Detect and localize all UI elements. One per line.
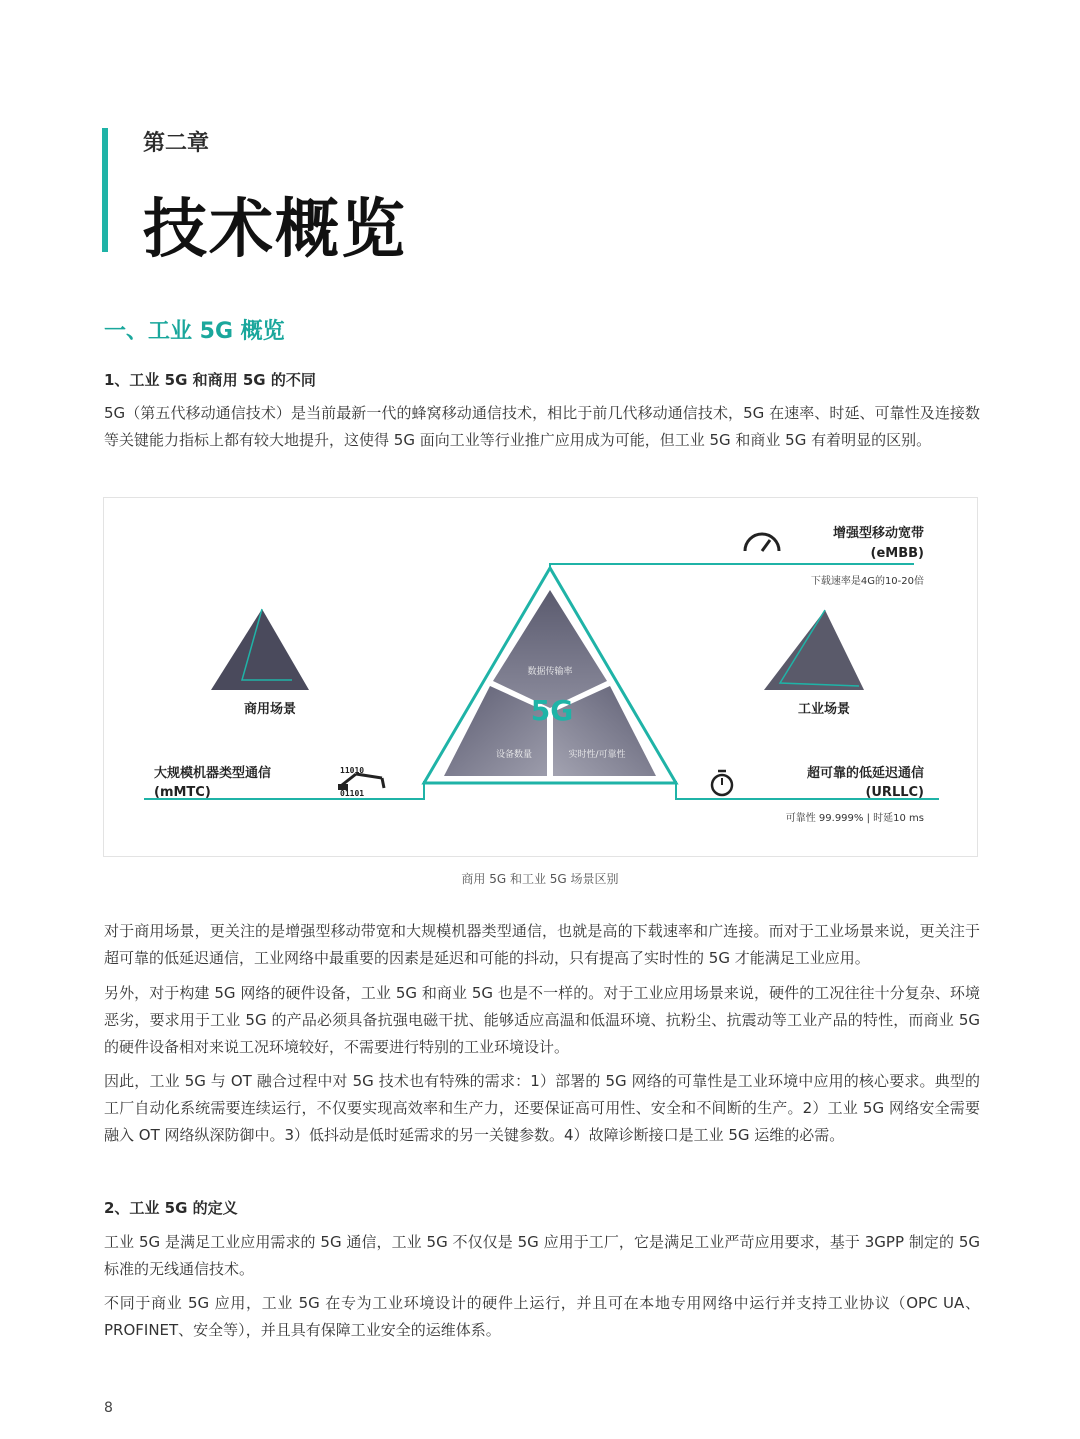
paragraph-scenarios: 对于商用场景，更关注的是增强型移动带宽和大规模机器类型通信，也就是高的下载速率和广连接。而对于工业场景来说，更关注于超可靠的低延迟通信，工业网络中最重要的因素是延迟和可能的抖动，只有提高了实时性的 5G 才能满足工业应用。 <box>104 922 980 967</box>
paragraph-hardware: 另外，对于构建 5G 网络的硬件设备，工业 5G 和商业 5G 也是不一样的。对于工业应用场景来说，硬件的工况往往十分复杂、环境恶劣，要求用于工业 5G 的产品必须具备抗强电磁干扰、能够适应高温和低温环境、抗粉尘、抗震动等工业产品的特性，而商业 5G 的硬件设备相对来说工况环境较好，不需要进行特别的工业环境设计。 <box>104 984 980 1056</box>
embb-title: 增强型移动宽带 <box>832 526 924 541</box>
urllc-abbr: (URLLC) <box>865 785 924 800</box>
industrial-triangle <box>764 610 864 690</box>
figure-caption: 商用 5G 和工业 5G 场景区别 <box>461 872 619 886</box>
center-5g-label: 5G <box>530 694 574 727</box>
chapter-label: 第二章 <box>143 131 210 156</box>
urllc-note: 可靠性 99.999% | 时延10 ms <box>785 813 924 824</box>
subsection-title-1: 1、工业 5G 和商用 5G 的不同 <box>104 371 316 389</box>
paragraph-definition: 工业 5G 是满足工业应用需求的 5G 通信，工业 5G 不仅仅是 5G 应用于工厂，它是满足工业严苛应用要求，基于 3GPP 制定的 5G 标准的无线通信技术。 <box>104 1233 980 1278</box>
robot-arm-icon <box>338 774 384 790</box>
speedometer-icon <box>745 534 779 551</box>
center-top-segment <box>493 590 607 708</box>
mmtc-title: 大规模机器类型通信 <box>154 766 272 781</box>
center-top-label: 数据传输率 <box>527 667 573 677</box>
mmtc-abbr: (mMTC) <box>154 785 211 800</box>
commercial-triangle <box>211 609 309 690</box>
stopwatch-icon <box>712 771 732 795</box>
binary-bottom: 01101 <box>340 789 365 798</box>
urllc-title: 超可靠的低延迟通信 <box>806 766 924 781</box>
embb-abbr: (eMBB) <box>870 546 924 561</box>
commercial-label: 商用场景 <box>243 702 297 717</box>
chapter-title: 技术概览 <box>143 193 407 267</box>
binary-top: 11010 <box>340 766 365 775</box>
embb-note: 下载速率是4G的10-20倍 <box>810 576 924 587</box>
chapter-accent-bar <box>102 128 108 252</box>
page-number: 8 <box>104 1400 113 1416</box>
scenario-diagram <box>104 498 977 856</box>
industrial-label: 工业场景 <box>797 702 851 717</box>
scenario-figure <box>103 497 978 857</box>
embb-connector-line <box>550 564 914 568</box>
paragraph-difference: 不同于商业 5G 应用，工业 5G 在专为工业环境设计的硬件上运行，并且可在本地专用网络中运行并支持工业协议（OPC UA、PROFINET、安全等），并且具有保障工业安全的运维体系。 <box>104 1294 980 1339</box>
paragraph-requirements: 因此，工业 5G 与 OT 融合过程中对 5G 技术也有特殊的需求：1）部署的 5G 网络的可靠性是工业环境中应用的核心要求。典型的工厂自动化系统需要连续运行，不仅要实现高效率和生产力，还要保证高可用性、安全和不间断的生产。2）工业 5G 网络安全需要融入 OT 网络纵深防御中。3）低抖动是低时延需求的另一关键参数。4）故障诊断接口是工业 5G 运维的必需。 <box>104 1072 980 1144</box>
section-title: 一、工业 5G 概览 <box>104 319 285 344</box>
paragraph-intro: 5G（第五代移动通信技术）是当前最新一代的蜂窝移动通信技术，相比于前几代移动通信技术，5G 在速率、时延、可靠性及连接数等关键能力指标上都有较大地提升，这使得 5G 面向工业等行业推广应用成为可能，但工业 5G 和商业 5G 有着明显的区别。 <box>104 404 980 449</box>
center-right-label: 实时性/可靠性 <box>568 750 626 760</box>
center-left-label: 设备数量 <box>495 750 533 760</box>
subsection-title-2: 2、工业 5G 的定义 <box>104 1199 238 1217</box>
